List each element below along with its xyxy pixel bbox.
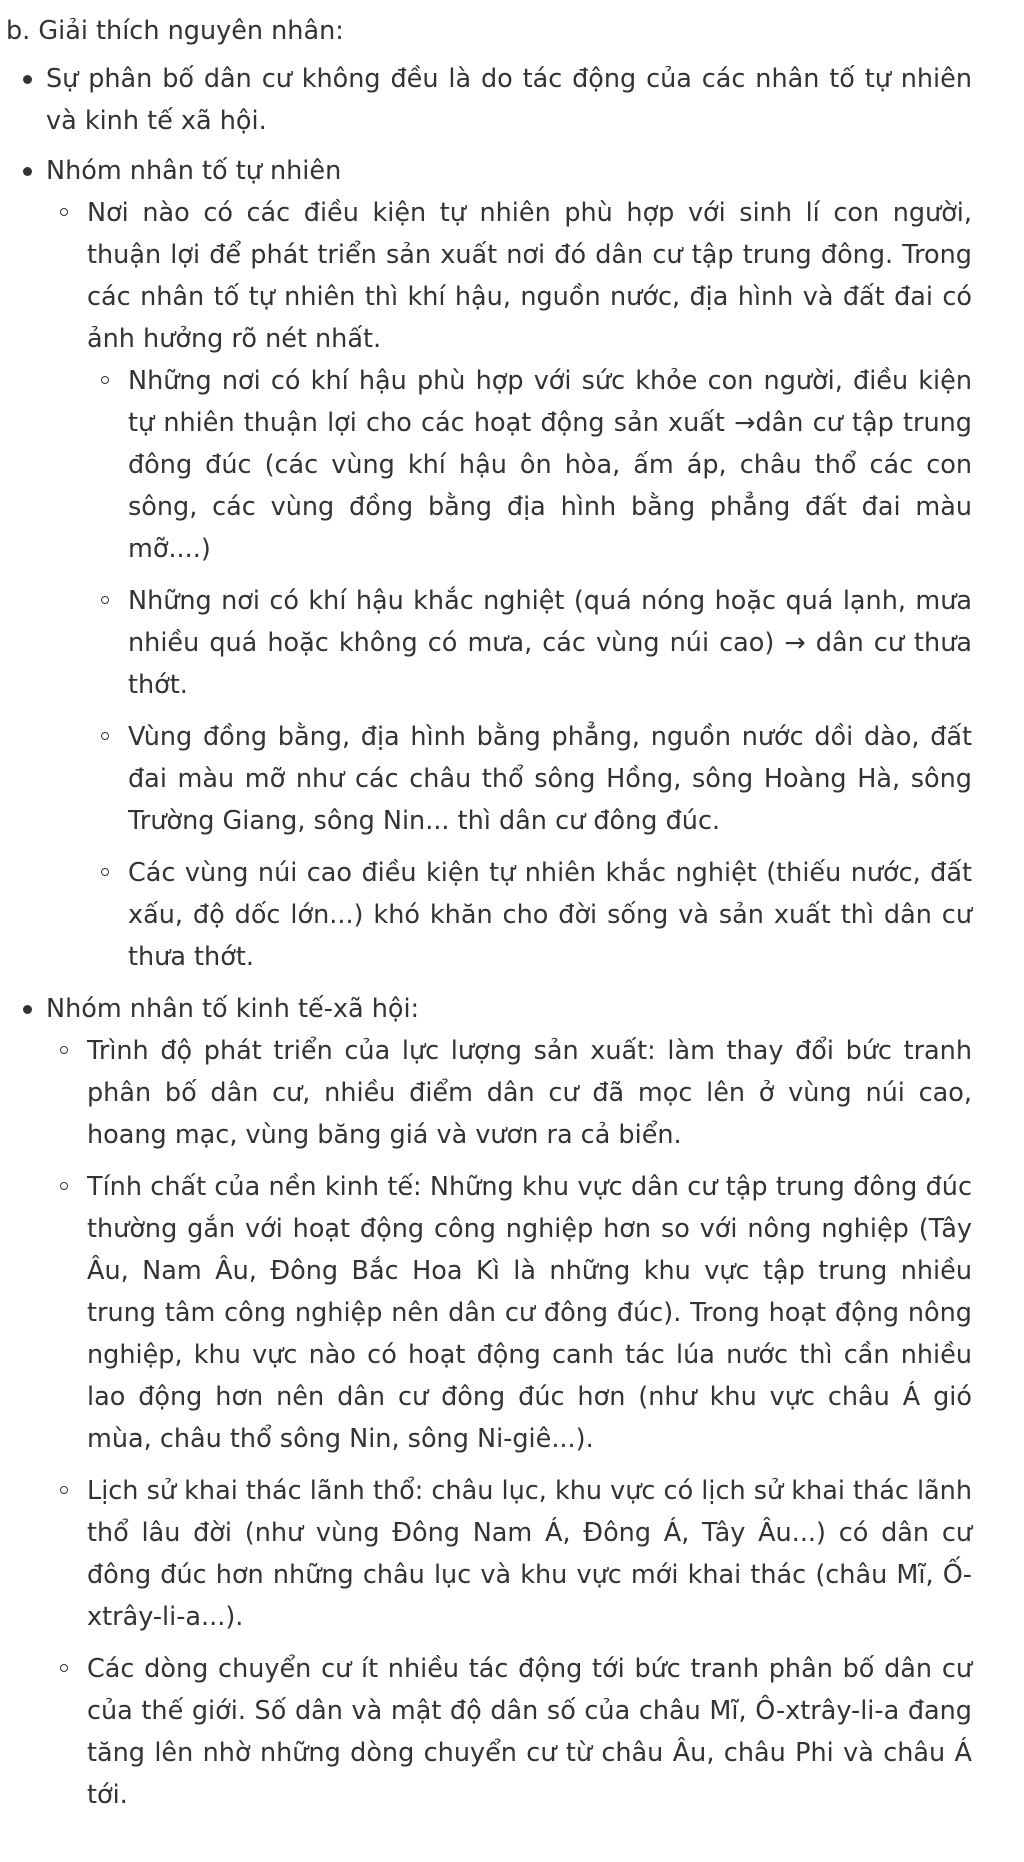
socio-item-text: Tính chất của nền kinh tế: Những khu vực dân cư tập trung đông đúc thường gắn với hoạt động công nghiệp hơn so với nông nghiệp (Tây Âu, Nam Âu, Đông Bắc Hoa Kì là những khu vực tập trung nhiều trung tâm công nghiệp nên dân cư đông đúc). Trong hoạt động nông nghiệp, khu vực nào có hoạt động canh tác lúa nước thì cần nhiều lao động hơn nên dân cư đông đúc hơn (như khu vực châu Á gió mùa, châu thổ sông Nin, sông Ni-giê...). xyxy=(87,1172,972,1454)
list-item-natural xyxy=(6,150,1024,978)
bullet-dot-icon xyxy=(23,167,32,176)
list-item xyxy=(43,192,972,978)
intro-text: Sự phân bố dân cư không đều là do tác động của các nhân tố tự nhiên và kinh tế xã hội. xyxy=(46,64,972,136)
bullet-circle-icon xyxy=(101,732,109,740)
list-item xyxy=(43,1030,972,1156)
socio-item-text: Lịch sử khai thác lãnh thổ: châu lục, khu vực có lịch sử khai thác lãnh thổ lâu đời (như vùng Đông Nam Á, Đông Á, Tây Âu...) có dân cư đông đúc hơn những châu lục và khu vực mới khai thác (châu Mĩ, Ố-xtrây-li-a...). xyxy=(87,1476,972,1632)
detail-text: Những nơi có khí hậu khắc nghiệt (quá nóng hoặc quá lạnh, mưa nhiều quá hoặc không có mưa, các vùng núi cao) → dân cư thưa thớt. xyxy=(128,586,972,700)
bullet-dot-icon xyxy=(23,1005,32,1014)
detail-text: Các vùng núi cao điều kiện tự nhiên khắc nghiệt (thiếu nước, đất xấu, độ dốc lớn...) khó khăn cho đời sống và sản xuất thì dân cư thưa thớt. xyxy=(128,858,972,972)
natural-sublist xyxy=(43,192,972,978)
bullet-circle-icon xyxy=(60,1664,68,1672)
bullet-dot-icon xyxy=(23,75,32,84)
bullet-circle-icon xyxy=(101,868,109,876)
main-list xyxy=(6,58,1024,1816)
list-item xyxy=(84,580,972,706)
list-item xyxy=(84,852,972,978)
bullet-circle-icon xyxy=(60,1046,68,1054)
list-item xyxy=(84,360,972,570)
bullet-circle-icon xyxy=(101,596,109,604)
natural-main-text: Nơi nào có các điều kiện tự nhiên phù hợp với sinh lí con người, thuận lợi để phát triển sản xuất nơi đó dân cư tập trung đông. Trong các nhân tố tự nhiên thì khí hậu, nguồn nước, địa hình và đất đai có ảnh hưởng rõ nét nhất. xyxy=(87,198,972,354)
bullet-circle-icon xyxy=(60,1486,68,1494)
bullet-circle-icon xyxy=(101,376,109,384)
bullet-circle-icon xyxy=(60,1182,68,1190)
socio-item-text: Trình độ phát triển của lực lượng sản xuất: làm thay đổi bức tranh phân bố dân cư, nhiều điểm dân cư đã mọc lên ở vùng núi cao, hoang mạc, vùng băng giá và vươn ra cả biển. xyxy=(87,1036,972,1150)
list-item-intro xyxy=(6,58,1024,142)
natural-title: Nhóm nhân tố tự nhiên xyxy=(46,156,342,186)
natural-details-list xyxy=(84,360,972,978)
list-item-socio xyxy=(6,988,1024,1816)
list-item xyxy=(84,716,972,842)
detail-text: Vùng đồng bằng, địa hình bằng phẳng, nguồn nước dồi dào, đất đai màu mỡ như các châu thổ sông Hồng, sông Hoàng Hà, sông Trường Giang, sông Nin... thì dân cư đông đúc. xyxy=(128,722,972,836)
socio-item-text: Các dòng chuyển cư ít nhiều tác động tới bức tranh phân bố dân cư của thế giới. Số dân và mật độ dân số của châu Mĩ, Ô-xtrây-li-a đang tăng lên nhờ những dòng chuyển cư từ châu Âu, châu Phi và châu Á tới. xyxy=(87,1654,972,1810)
bullet-circle-icon xyxy=(60,208,68,216)
list-item xyxy=(43,1648,972,1816)
detail-text: Những nơi có khí hậu phù hợp với sức khỏe con người, điều kiện tự nhiên thuận lợi cho các hoạt động sản xuất →dân cư tập trung đông đúc (các vùng khí hậu ôn hòa, ấm áp, châu thổ các con sông, các vùng đồng bằng địa hình bằng phẳng đất đai màu mỡ....) xyxy=(128,366,972,564)
list-item xyxy=(43,1166,972,1460)
list-item xyxy=(43,1470,972,1638)
socio-sublist xyxy=(43,1030,972,1816)
socio-title: Nhóm nhân tố kinh tế-xã hội: xyxy=(46,994,420,1024)
section-heading: b. Giải thích nguyên nhân: xyxy=(6,16,344,46)
